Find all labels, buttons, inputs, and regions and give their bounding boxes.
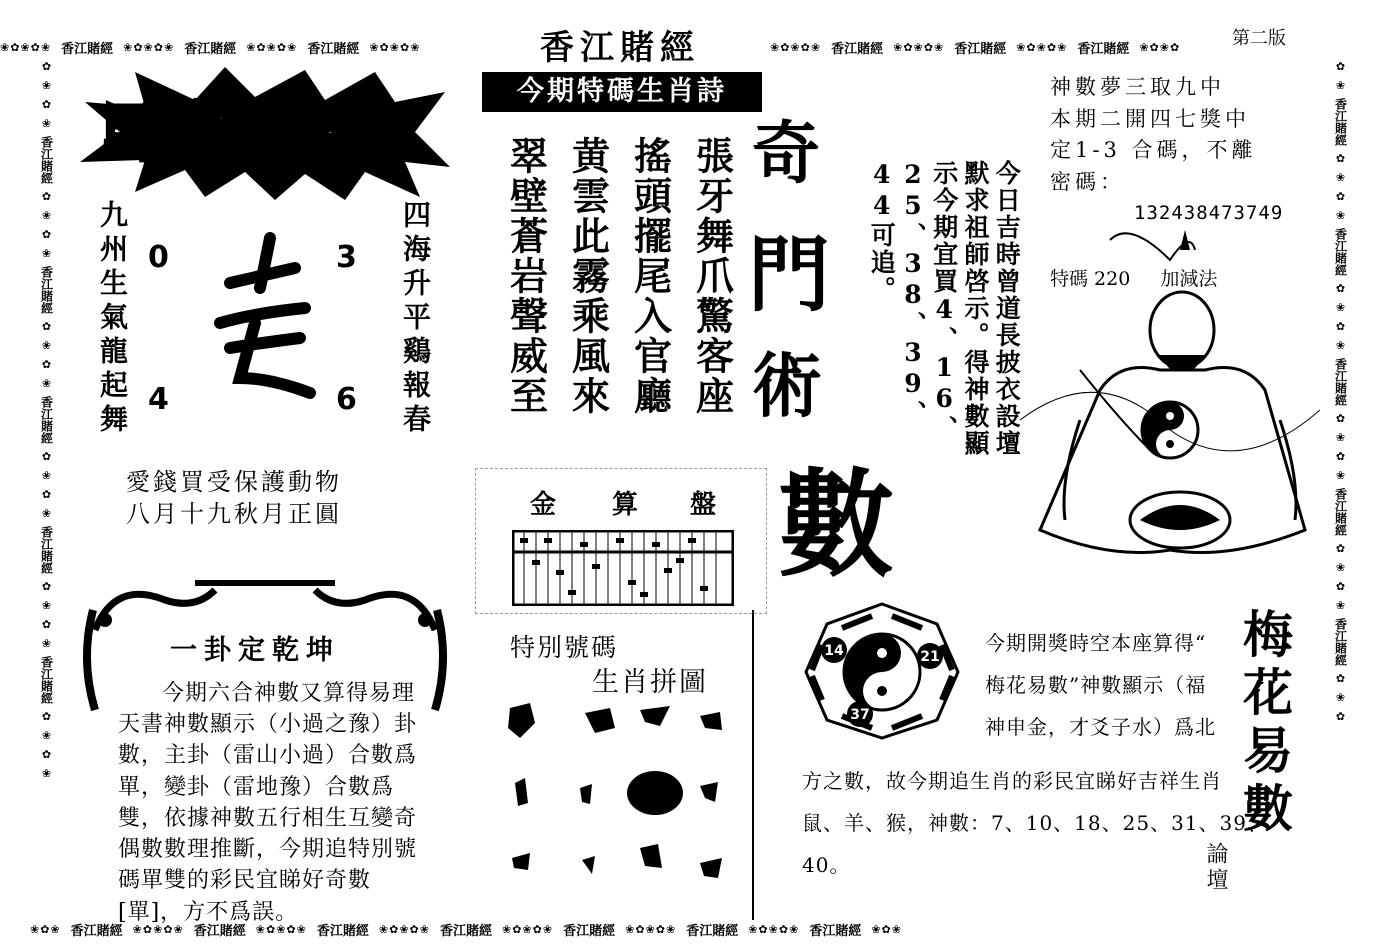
number-bottom-right: 6 — [336, 382, 357, 417]
bottom-border: ❀✿❀ 香江賭經 ❀✿❀✿❀ 香江賭經 ❀✿❀✿❀ 香江賭經 ❀✿❀✿❀ 香江賭經 ❀✿❀✿❀ 香江賭經 ❀✿❀✿❀ 香江賭經 ❀✿❀✿❀ 香江賭經 ❀✿❀ — [30, 922, 902, 939]
qimen-char-2: 門 — [748, 227, 831, 323]
bagua-diagram — [802, 600, 962, 740]
master-text: 今日吉時曾道長披衣設壇默求祖師啓示。得神數顯示今期宜買4、16、25、38、39、44可追。 — [867, 160, 1022, 457]
number-bottom-left: 4 — [148, 382, 169, 417]
zodiac-title-2: 生肖拼圖 — [592, 667, 708, 698]
gua-title: 一卦定乾坤 — [170, 635, 340, 666]
poem-column-4: 翠壁蒼岩聲威至 — [503, 136, 549, 416]
zodiac-puzzle-fragments — [500, 698, 740, 898]
meihua-byline: 論壇 — [1203, 842, 1228, 894]
top-right-line-1: 神數夢三取九中 — [1050, 75, 1225, 99]
top-right-line-4: 密碼： — [1050, 169, 1125, 194]
top-border: ❀✿❀✿❀ 香江賭經 ❀✿❀✿❀ 香江賭經 ❀✿❀✿❀ 香江賭經 ❀✿❀✿❀ — [0, 40, 421, 57]
column-divider — [752, 610, 754, 920]
left-line-2: 八月十九秋月正圓 — [126, 500, 342, 528]
edition-label: 第二版 — [1232, 28, 1286, 49]
meihua-bottom-body: 方之數，故今期追生肖的彩民宜睇好吉祥生肖 鼠、羊、猴，神數：7、10、18、25、31、39、 40。 — [802, 769, 1268, 877]
qimen-char-3: 術 — [752, 344, 822, 427]
qimen-char-4: 數 — [778, 457, 894, 593]
meihua-title: 梅花易數 — [1235, 608, 1294, 840]
bagua-number-3: 37 — [850, 707, 870, 723]
code-number: 132438473749 — [1134, 202, 1284, 224]
abacus-label-2: 算 — [612, 490, 639, 520]
top-right-line-3: 定1-3 合碼，不離 — [1050, 138, 1257, 162]
left-border: ✿ ❀ ✿ ❀ 香江賭經 ✿ ❀ ✿ ❀ 香江賭經 ✿ ❀ ✿ ❀ 香江賭經 ✿ ❀ ✿ ❀ 香江賭經 ✿ ❀ ✿ ❀ 香江賭經 ✿ ❀ ✿ ❀ — [39, 60, 54, 780]
right-border: ✿ ❀ 香江賭經 ✿ ❀ ✿ ❀ 香江賭經 ✿ ❀ ✿ ❀ 香江賭經 ✿ ❀ ✿ ❀ 香江賭經 ✿ ❀ ✿ ❀ 香江賭經 ✿ ❀ ✿ — [1333, 60, 1348, 723]
abacus-label-3: 盤 — [690, 490, 717, 520]
poem-column-2: 搖頭擺尾入官廳 — [627, 136, 673, 416]
right-couplet: 四海升平鷄報春 — [399, 200, 432, 438]
bagua-number-1: 14 — [824, 643, 844, 659]
left-couplet: 九州生氣龍起舞 — [96, 200, 129, 438]
qimen-char-1: 奇 — [752, 114, 821, 194]
abacus-label-1: 金 — [530, 490, 557, 520]
poem-column-3: 黄雲此霧乘風來 — [565, 136, 611, 416]
calligraphy-brush-mark — [200, 228, 320, 408]
gua-body: 今期六合神數又算得易理天書神數顯示（小過之豫）卦數，主卦（雷山小過）合數爲單，變卦（雷地豫）合數爲雙，依據神數五行相生互變奇偶數數理推斷，今期追特別號碼單雙的彩民宜睇好奇數[單]，方不爲誤。 — [118, 681, 418, 925]
taoist-master-illustration — [1020, 220, 1320, 580]
left-title: 馬會傳密 — [96, 96, 376, 171]
bagua-number-2: 21 — [920, 649, 940, 665]
top-right-text — [1050, 72, 1257, 198]
number-top-left: 0 — [148, 240, 169, 275]
zodiac-title-1: 特別號碼 — [510, 633, 619, 662]
number-top-right: 3 — [336, 240, 357, 275]
left-line-1: 愛錢買受保護動物 — [126, 468, 342, 496]
poem-banner: 今期特碼生肖詩 — [482, 72, 762, 112]
abacus-graphic — [512, 530, 734, 606]
special-code: 特碼 220 加減法 — [1050, 268, 1218, 290]
top-border-right: ❀✿❀✿❀ 香江賭經 ❀✿❀✿❀ 香江賭經 ❀✿❀✿❀ 香江賭經 ❀✿❀✿ — [770, 40, 1181, 57]
page-title: 香江賭經 — [540, 28, 700, 68]
meihua-top-body: 今期開獎時空本座算得“ 梅花易數”神數顯示（福 神申金，才爻子水）爲北 — [985, 631, 1216, 739]
top-right-line-2: 本期二開四七獎中 — [1050, 106, 1250, 131]
poem-column-1: 張牙舞爪驚客座 — [689, 136, 735, 416]
